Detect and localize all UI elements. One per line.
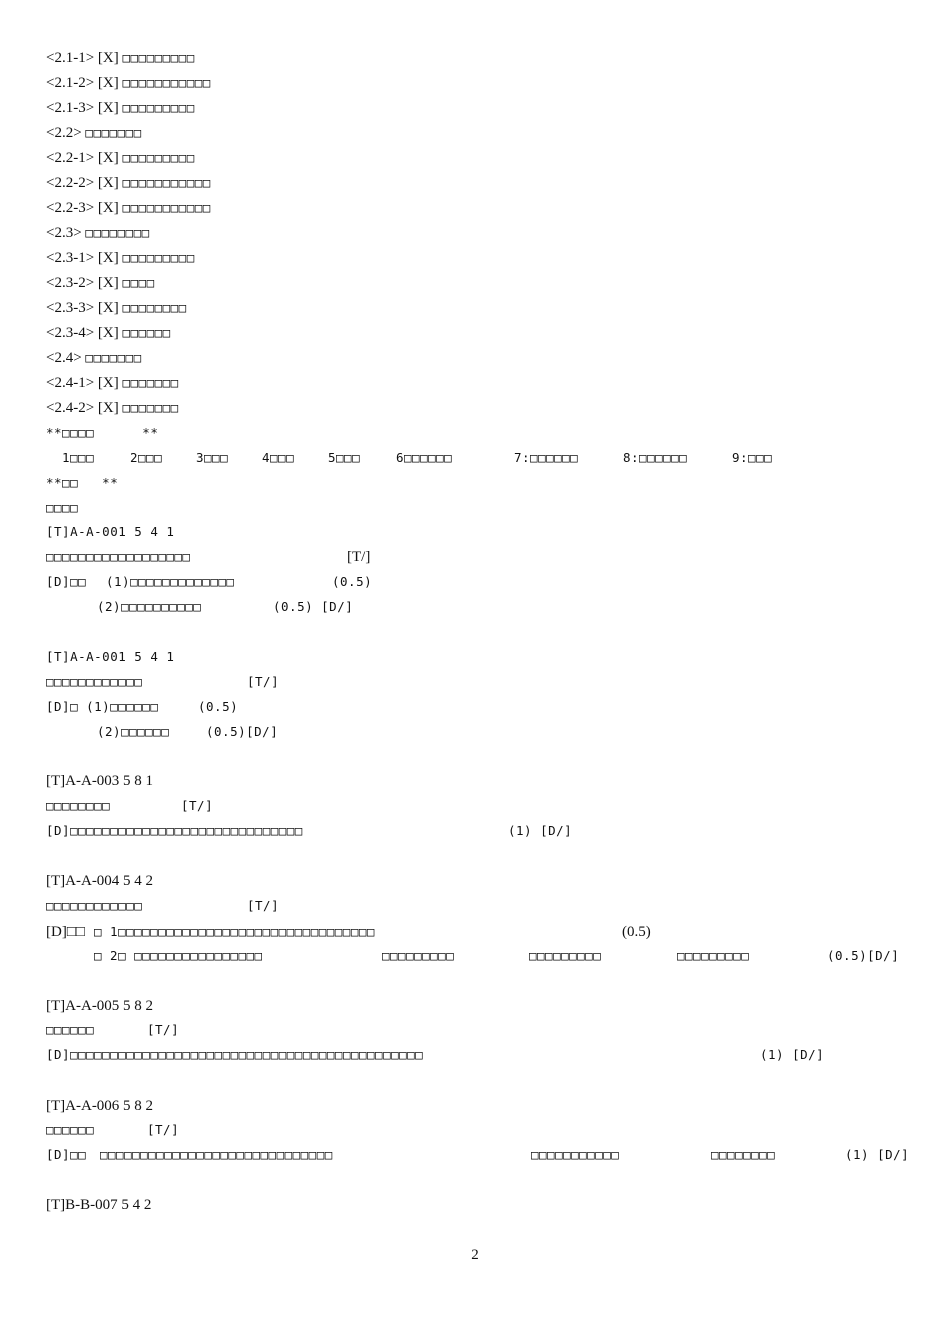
answer-text: □□□□□□□□□: [382, 948, 455, 963]
answer-text: [D]□□□□□□□□□□□□□□□□□□□□□□□□□□□□□□□□□□□□□□□□□□□□: [46, 1047, 424, 1062]
legend-item: 5□□□: [328, 450, 361, 465]
answer-text: (1)□□□□□□□□□□□□□: [106, 574, 235, 589]
answer-text: □□□□□□□□: [711, 1147, 776, 1162]
outline-item: [46, 73, 211, 93]
question-end-tag: [T/]: [247, 674, 280, 689]
section-title: □□□□: [46, 500, 79, 515]
outline-item: [46, 148, 195, 168]
question-text: □□□□□□□□□□□□: [46, 898, 143, 913]
answer-score: (0.5): [198, 699, 239, 714]
answer-line: [0, 597, 950, 617]
legend-item: 7:□□□□□□: [514, 450, 579, 465]
answer-score: (1) [D/]: [845, 1147, 910, 1162]
question-text: □□□□□□: [46, 1022, 95, 1037]
outline-number: <2.2-2> [X]: [46, 175, 119, 191]
outline-item: [46, 98, 195, 118]
outline-item: [46, 223, 150, 243]
answer-text: (2)□□□□□□: [97, 724, 170, 739]
answer-score: (0.5): [332, 574, 373, 589]
outline-item: [46, 323, 171, 343]
answer-score: (0.5): [622, 924, 651, 940]
outline-text: □□□□□□□: [122, 400, 179, 415]
answer-score: (0.5) [D/]: [273, 599, 354, 614]
outline-text: □□□□□□: [122, 325, 171, 340]
section-header: **□□ **: [46, 475, 119, 490]
question-text: □□□□□□□□: [46, 798, 111, 813]
question-tag: [T]B-B-007 5 4 2: [46, 1197, 152, 1213]
outline-number: <2.3-2> [X]: [46, 275, 119, 291]
outline-text: □□□□□□□□: [122, 300, 187, 315]
outline-number: <2.4>: [46, 350, 82, 366]
answer-text: □□□□□□□□□: [677, 948, 750, 963]
outline-item: [46, 298, 187, 318]
outline-text: □□□□□□□□□: [122, 150, 195, 165]
answer-text: □ 2□ □□□□□□□□□□□□□□□□: [94, 948, 263, 963]
question-end-tag: [T/]: [181, 798, 214, 813]
outline-text: □□□□□□□□□: [122, 100, 195, 115]
answer-line: [0, 722, 950, 742]
question-tag: [T]A-A-004 5 4 2: [46, 873, 154, 889]
outline-text: □□□□□□□□□: [122, 250, 195, 265]
legend-item: 1□□□: [62, 450, 95, 465]
outline-number: <2.4-2> [X]: [46, 400, 119, 416]
question-end-tag: [T/]: [147, 1022, 180, 1037]
answer-text: □□□□□□□□□□□□□□□□□□□□□□□□□□□□□: [100, 1147, 333, 1162]
outline-number: <2.3>: [46, 225, 82, 241]
outline-text: □□□□□□□: [122, 375, 179, 390]
outline-text: □□□□□□□□: [85, 225, 150, 240]
answer-score: (1) [D/]: [760, 1047, 825, 1062]
answer-line: [0, 697, 950, 717]
outline-number: <2.2-1> [X]: [46, 150, 119, 166]
question-tag: [T]A-A-003 5 8 1: [46, 773, 154, 789]
question-end-tag: [T/]: [247, 898, 280, 913]
answer-line: [0, 1145, 950, 1165]
answer-prefix: [D]□□: [46, 1147, 87, 1162]
outline-number: <2.4-1> [X]: [46, 375, 119, 391]
outline-item: [46, 273, 155, 293]
question-line: [0, 1120, 950, 1140]
legend-item: 2□□□: [130, 450, 163, 465]
outline-number: <2.1-1> [X]: [46, 50, 119, 66]
legend-item: 3□□□: [196, 450, 229, 465]
outline-text: □□□□□□□□□□□: [122, 75, 211, 90]
question-tag: [T]A-A-006 5 8 2: [46, 1098, 154, 1114]
answer-score: (0.5)[D/]: [206, 724, 279, 739]
answer-line: [0, 821, 950, 841]
outline-text: □□□□□□□□□□□: [122, 200, 211, 215]
outline-number: <2.2-3> [X]: [46, 200, 119, 216]
question-end-tag: [T/]: [347, 549, 371, 565]
answer-text: [D]□ (1)□□□□□□: [46, 699, 159, 714]
outline-item: [46, 198, 211, 218]
outline-text: □□□□: [122, 275, 155, 290]
page-number: 2: [471, 1247, 479, 1263]
question-text: □□□□□□□□□□□□□□□□□□: [46, 549, 191, 564]
question-line: [0, 796, 950, 816]
outline-text: □□□□□□□□□□□: [122, 175, 211, 190]
outline-item: [46, 48, 195, 68]
legend-item: 6□□□□□□: [396, 450, 453, 465]
question-end-tag: [T/]: [147, 1122, 180, 1137]
question-line: [0, 547, 950, 567]
answer-score: (0.5)[D/]: [827, 948, 900, 963]
outline-number: <2.2>: [46, 125, 82, 141]
legend-item: 4□□□: [262, 450, 295, 465]
outline-text: □□□□□□□□□: [122, 50, 195, 65]
question-text: □□□□□□□□□□□□: [46, 674, 143, 689]
legend-item: 8:□□□□□□: [623, 450, 688, 465]
question-tag: [T]A-A-005 5 8 2: [46, 998, 154, 1014]
outline-item: [46, 348, 142, 368]
answer-text: (2)□□□□□□□□□□: [97, 599, 202, 614]
answer-prefix: [D]□□: [46, 574, 87, 589]
outline-number: <2.3-4> [X]: [46, 325, 119, 341]
outline-item: [46, 123, 142, 143]
legend-item: 9:□□□: [732, 450, 773, 465]
question-line: [0, 672, 950, 692]
outline-item: [46, 173, 211, 193]
outline-item: [46, 248, 195, 268]
outline-number: <2.3-3> [X]: [46, 300, 119, 316]
question-line: [0, 1020, 950, 1040]
outline-item: [46, 398, 179, 418]
answer-text: □□□□□□□□□: [529, 948, 602, 963]
legend-row: [0, 448, 950, 468]
answer-line: [0, 922, 950, 942]
question-text: □□□□□□: [46, 1122, 95, 1137]
answer-line: [0, 1045, 950, 1065]
question-line: [0, 896, 950, 916]
outline-item: [46, 373, 179, 393]
question-tag: [T]A-A-001 5 4 1: [46, 524, 175, 539]
answer-prefix: [D]□□: [46, 924, 85, 940]
outline-text: □□□□□□□: [85, 350, 142, 365]
question-tag: [T]A-A-001 5 4 1: [46, 649, 175, 664]
answer-score: (1) [D/]: [508, 823, 573, 838]
answer-text: □ 1□□□□□□□□□□□□□□□□□□□□□□□□□□□□□□□□: [94, 924, 375, 939]
answer-text: □□□□□□□□□□□: [531, 1147, 620, 1162]
answer-line: [0, 946, 950, 966]
outline-number: <2.1-3> [X]: [46, 100, 119, 116]
outline-text: □□□□□□□: [85, 125, 142, 140]
outline-number: <2.3-1> [X]: [46, 250, 119, 266]
legend-header: **□□□□ **: [46, 425, 159, 440]
answer-line: [0, 572, 950, 592]
answer-text: [D]□□□□□□□□□□□□□□□□□□□□□□□□□□□□□: [46, 823, 303, 838]
outline-number: <2.1-2> [X]: [46, 75, 119, 91]
